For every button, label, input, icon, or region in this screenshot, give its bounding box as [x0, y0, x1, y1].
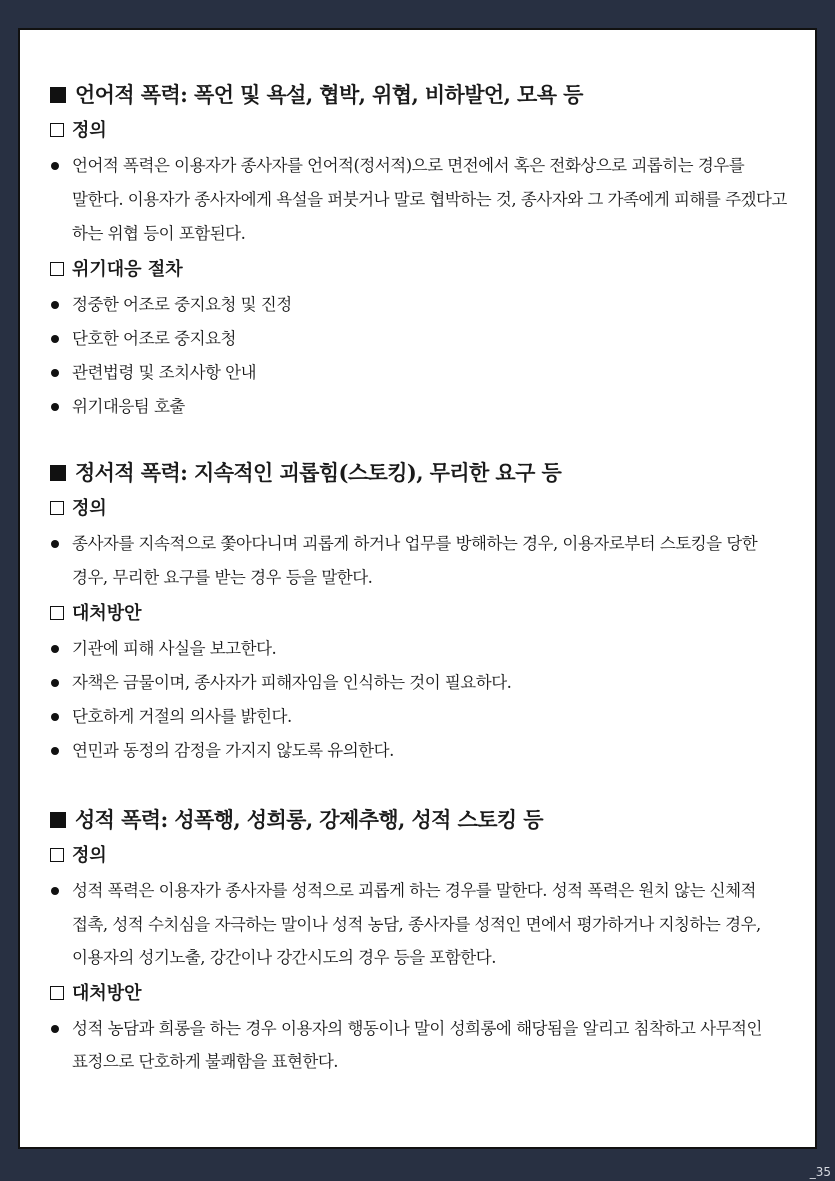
section-title: 정서적 폭력: 지속적인 괴롭힘(스토킹), 무리한 요구 등	[50, 460, 787, 486]
bullet-icon	[51, 162, 59, 170]
filled-square-icon	[50, 465, 66, 481]
section-emotional-violence	[50, 460, 787, 775]
definition-list	[50, 527, 787, 595]
subheading-definition: 정의	[50, 497, 787, 521]
response-list	[50, 632, 787, 768]
bullet-icon	[51, 403, 59, 411]
list-item: 관련법령 및 조치사항 안내	[50, 356, 787, 390]
bullet-icon	[51, 713, 59, 721]
section-sexual-violence	[50, 807, 787, 1086]
definition-list	[50, 874, 787, 975]
response-list	[50, 288, 787, 424]
bullet-icon	[51, 369, 59, 377]
bullet-icon	[51, 747, 59, 755]
definition-list	[50, 149, 787, 251]
subheading-response: 대처방안	[50, 602, 787, 626]
checkbox-square-icon	[50, 986, 64, 1000]
page-number: _35	[809, 1165, 831, 1179]
bullet-icon	[51, 645, 59, 653]
checkbox-square-icon	[50, 606, 64, 620]
checkbox-square-icon	[50, 848, 64, 862]
section-title: 언어적 폭력: 폭언 및 욕설, 협박, 위협, 비하발언, 모욕 등	[50, 82, 787, 108]
list-item: 단호하게 거절의 의사를 밝힌다.	[50, 700, 787, 734]
section-verbal-violence	[50, 82, 787, 431]
checkbox-square-icon	[50, 123, 64, 137]
section-title: 성적 폭력: 성폭행, 성희롱, 강제추행, 성적 스토킹 등	[50, 807, 787, 833]
list-item: 단호한 어조로 중지요청	[50, 322, 787, 356]
list-item: 위기대응팀 호출	[50, 390, 787, 424]
list-item: 정중한 어조로 중지요청 및 진정	[50, 288, 787, 322]
filled-square-icon	[50, 87, 66, 103]
filled-square-icon	[50, 812, 66, 828]
subheading-response: 대처방안	[50, 982, 787, 1006]
list-item: 성적 폭력은 이용자가 종사자를 성적으로 괴롭게 하는 경우를 말한다. 성적 폭력은 원치 않는 신체적 접촉, 성적 수치심을 자극하는 말이나 성적 농담, 종사자를 성적인 면에서 평가하거나 지칭하는 경우, 이용자의 성기노출, 강간이나 강간시도의 경우 등을 포함한다.	[50, 874, 787, 975]
subheading-response: 위기대응 절차	[50, 258, 787, 282]
document-page	[18, 28, 817, 1149]
bullet-icon	[51, 301, 59, 309]
subheading-definition: 정의	[50, 119, 787, 143]
checkbox-square-icon	[50, 501, 64, 515]
response-list	[50, 1012, 787, 1079]
bullet-icon	[51, 887, 59, 895]
subheading-definition: 정의	[50, 844, 787, 868]
bullet-icon	[51, 679, 59, 687]
bullet-icon	[51, 1025, 59, 1033]
list-item: 언어적 폭력은 이용자가 종사자를 언어적(정서적)으로 면전에서 혹은 전화상으로 괴롭히는 경우를 말한다. 이용자가 종사자에게 욕설을 퍼붓거나 말로 협박하는 것, 종사자와 그 가족에게 피해를 주겠다고 하는 위협 등이 포함된다.	[50, 149, 787, 251]
list-item: 자책은 금물이며, 종사자가 피해자임을 인식하는 것이 필요하다.	[50, 666, 787, 700]
list-item: 연민과 동정의 감정을 가지지 않도록 유의한다.	[50, 734, 787, 768]
checkbox-square-icon	[50, 262, 64, 276]
list-item: 성적 농담과 희롱을 하는 경우 이용자의 행동이나 말이 성희롱에 해당됨을 알리고 침착하고 사무적인 표정으로 단호하게 불쾌함을 표현한다.	[50, 1012, 787, 1079]
bullet-icon	[51, 540, 59, 548]
list-item: 기관에 피해 사실을 보고한다.	[50, 632, 787, 666]
list-item: 종사자를 지속적으로 쫓아다니며 괴롭게 하거나 업무를 방해하는 경우, 이용자로부터 스토킹을 당한 경우, 무리한 요구를 받는 경우 등을 말한다.	[50, 527, 787, 595]
bullet-icon	[51, 335, 59, 343]
